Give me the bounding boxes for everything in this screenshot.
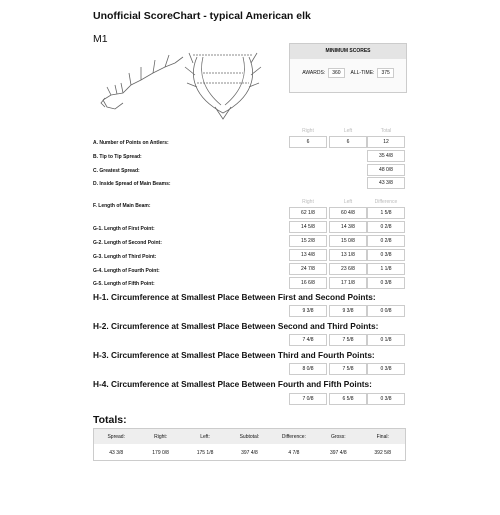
totals-value-final: 392 5/8 [374, 449, 392, 456]
minimum-scores-box [289, 43, 407, 93]
row-label: G-2. Length of Second Point: [93, 240, 162, 246]
totals-header-final: Final: [376, 433, 389, 440]
alltime-label: ALL-TIME: [350, 70, 375, 76]
row-label: G-4. Length of Fourth Point: [93, 268, 160, 274]
col-right-header: Right [302, 128, 314, 134]
value-right: 24 7/8 [289, 263, 327, 275]
value-total: 12 [367, 136, 405, 148]
totals-header-subtotal: Subtotal: [239, 433, 260, 440]
totals-header-gross: Gross: [330, 433, 346, 440]
col-left-header: Left [343, 128, 353, 134]
circumference-heading: H-2. Circumference at Smallest Place Between Second and Third Points: [93, 321, 379, 331]
value-right: 6 [289, 136, 327, 148]
elk-antler-diagram-icon [93, 45, 279, 120]
value-left: 15 0/8 [329, 235, 367, 247]
value-difference: 0 3/8 [367, 277, 405, 289]
value-right: 16 6/8 [289, 277, 327, 289]
value-right: 7 4/8 [289, 334, 327, 346]
value-right: 62 1/8 [289, 207, 327, 219]
circumference-heading: H-1. Circumference at Smallest Place Between First and Second Points: [93, 292, 376, 302]
page-title: Unofficial ScoreChart - typical American elk [93, 10, 311, 22]
totals-value-subtotal: 397 4/8 [241, 449, 258, 456]
value-total: 35 4/8 [367, 150, 405, 162]
awards-value: 360 [328, 68, 344, 78]
value-left: 14 3/8 [329, 221, 367, 233]
value-right: 13 4/8 [289, 249, 327, 261]
value-right: 15 2/8 [289, 235, 327, 247]
value-total: 48 0/8 [367, 164, 405, 176]
totals-table [93, 428, 406, 461]
value-difference: 0 2/8 [367, 221, 405, 233]
value-left: 7 5/8 [329, 334, 367, 346]
row-label: G-3. Length of Third Point: [93, 254, 157, 260]
col-left-header: Left [343, 199, 353, 205]
value-difference: 0 1/8 [367, 334, 405, 346]
value-left: 13 1/8 [329, 249, 367, 261]
value-left: 60 4/8 [329, 207, 367, 219]
value-left: 6 [329, 136, 367, 148]
value-difference: 1 5/8 [367, 207, 405, 219]
awards-label: AWARDS: [302, 70, 326, 76]
value-left: 9 3/8 [329, 305, 367, 317]
totals-header-spread: Spread: [107, 433, 125, 440]
minimum-scores-row [290, 68, 406, 78]
totals-header-left: Left: [200, 433, 210, 440]
circumference-heading: H-3. Circumference at Smallest Place Between Third and Fourth Points: [93, 350, 375, 360]
totals-value-row [94, 444, 405, 461]
totals-header-right: Right: [154, 433, 168, 440]
row-label: C. Greatest Spread: [93, 168, 140, 174]
col-total-header: Total [380, 128, 392, 134]
totals-value-right: 179 0/8 [152, 449, 169, 456]
value-difference: 1 1/8 [367, 263, 405, 275]
totals-header-row [94, 429, 405, 444]
totals-header-difference: Difference: [281, 433, 306, 440]
page-subtitle: M1 [93, 33, 108, 45]
minimum-scores-heading: MINIMUM SCORES [290, 44, 406, 59]
value-total: 43 3/8 [367, 177, 405, 189]
value-difference: 0 3/8 [367, 249, 405, 261]
alltime-value: 375 [377, 68, 393, 78]
totals-value-left: 175 1/8 [196, 449, 214, 456]
value-difference: 0 3/8 [367, 363, 405, 375]
value-left: 6 5/8 [329, 393, 367, 405]
value-left: 23 6/8 [329, 263, 367, 275]
row-label: D. Inside Spread of Main Beams: [93, 181, 171, 187]
row-label: F. Length of Main Beam: [93, 203, 151, 209]
value-left: 17 1/8 [329, 277, 367, 289]
value-right: 14 5/8 [289, 221, 327, 233]
value-difference: 0 2/8 [367, 235, 405, 247]
totals-title: Totals: [93, 414, 127, 426]
value-left: 7 5/8 [329, 363, 367, 375]
totals-value-difference: 4 7/8 [288, 449, 300, 456]
col-difference-header: Difference [374, 199, 398, 205]
row-label: A. Number of Points on Antlers: [93, 140, 169, 146]
row-label: G-1. Length of First Point: [93, 226, 155, 232]
value-difference: 0 3/8 [367, 393, 405, 405]
value-right: 9 3/8 [289, 305, 327, 317]
totals-value-spread: 43 3/8 [109, 449, 124, 456]
totals-value-gross: 397 4/8 [329, 449, 347, 456]
row-label: G-5. Length of Fifth Point: [93, 281, 155, 287]
value-difference: 0 0/8 [367, 305, 405, 317]
value-right: 7 0/8 [289, 393, 327, 405]
row-label: B. Tip to Tip Spread: [93, 154, 142, 160]
col-right-header: Right [302, 199, 314, 205]
circumference-heading: H-4. Circumference at Smallest Place Between Fourth and Fifth Points: [93, 379, 372, 389]
value-right: 8 0/8 [289, 363, 327, 375]
